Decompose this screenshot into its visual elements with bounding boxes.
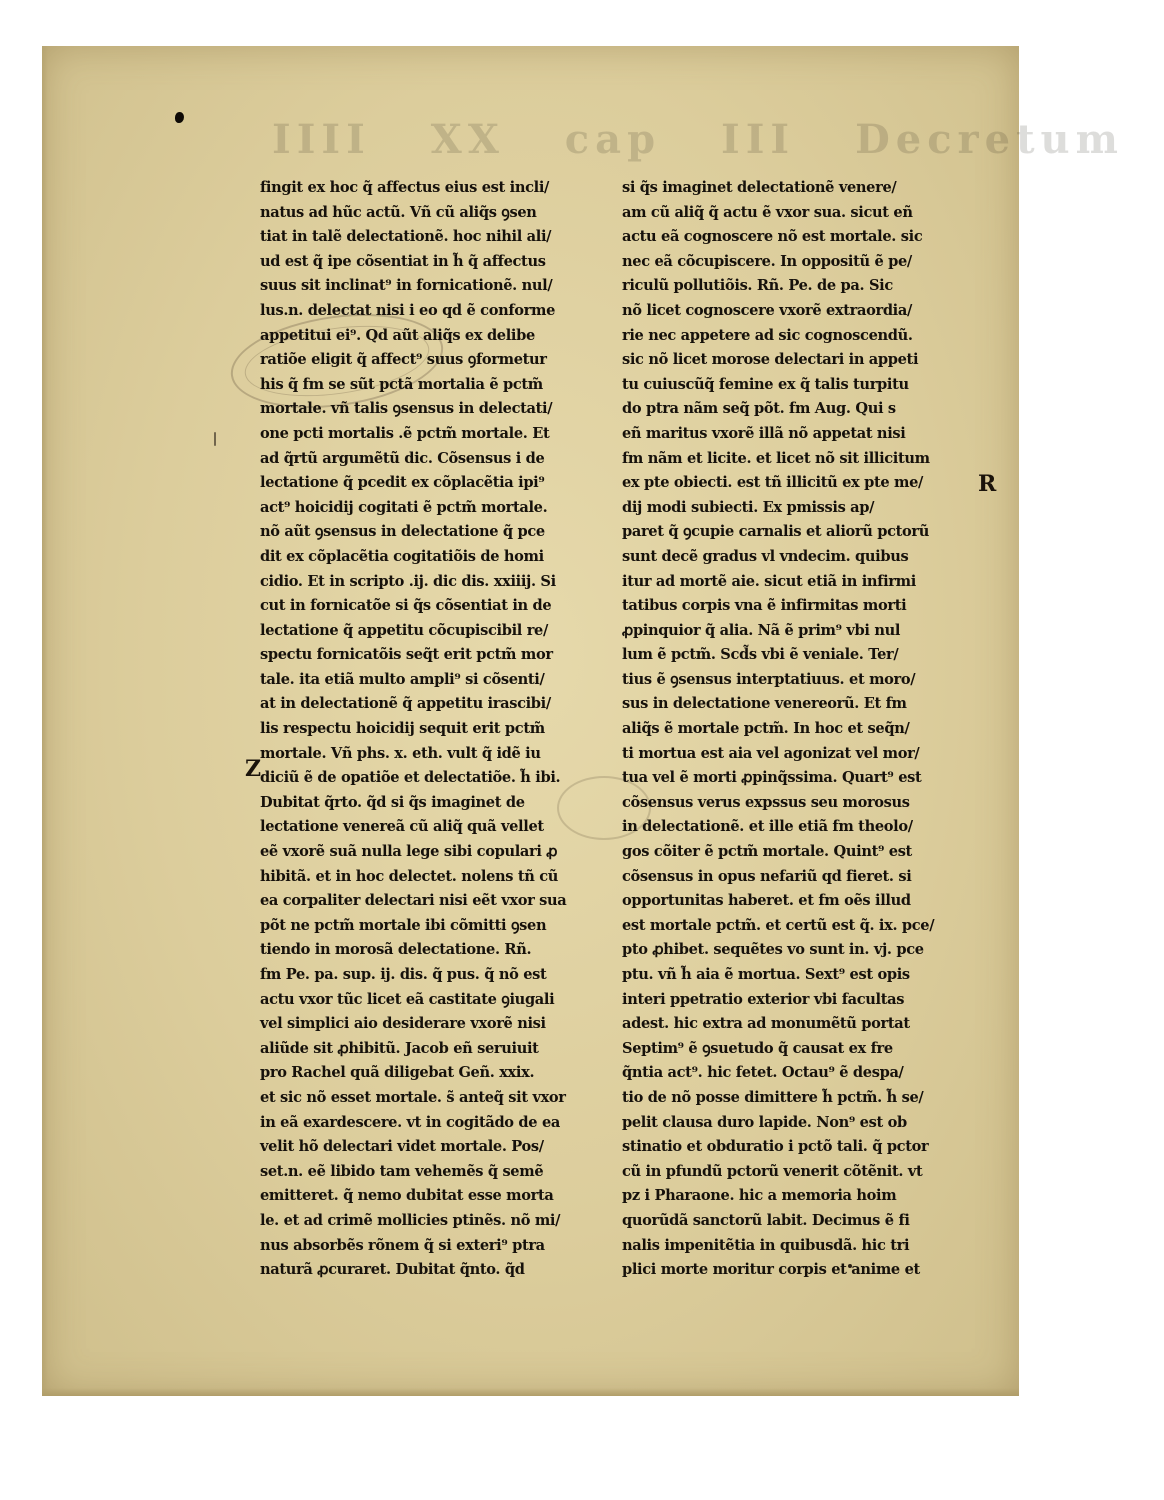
running-head-showthrough	[272, 116, 1124, 168]
text-line: fm nãm et licite. et licet nõ sit illicitum	[622, 449, 930, 467]
text-line: paret q̃ ꝯcupie carnalis et aliorũ pctorũ	[622, 523, 930, 541]
text-line: pelit clausa duro lapide. Non⁹ est ob	[622, 1113, 907, 1131]
text-line: cidio. Et in scripto .ij. dic dis. xxiiij. Si	[260, 572, 556, 590]
text-line: appetitui ei⁹. Qd aũt aliq̃s ex delibe	[260, 326, 535, 344]
text-line: q̃ntia act⁹. hic fetet. Octau⁹ ẽ despa/	[622, 1064, 904, 1082]
text-line: natus ad hũc actũ. Vñ cũ aliq̃s ꝯsen	[260, 203, 537, 221]
right-text-column	[622, 176, 967, 1283]
text-line: velit hõ delectari videt mortale. Pos/	[260, 1138, 544, 1156]
text-line: ea corpaliter delectari nisi eẽt vxor sua	[260, 892, 567, 910]
text-line: fingit ex hoc q̃ affectus eius est incli/	[260, 179, 550, 196]
text-line: hibitã. et in hoc delectet. nolens tñ cũ	[260, 867, 559, 885]
text-line: at in delectationẽ q̃ appetitu irascibi/	[260, 695, 551, 713]
running-head-word: III	[720, 116, 796, 163]
text-line: lectatione venereã cũ aliq̃ quã vellet	[260, 818, 544, 836]
text-line: naturã ꝓcuraret. Dubitat q̃nto. q̃d	[260, 1261, 525, 1279]
running-head-word: IIII	[272, 116, 371, 163]
text-line: nõ aũt ꝯsensus in delectatione q̃ pce	[260, 523, 545, 541]
text-line: mortale. vñ talis ꝯsensus in delectati/	[260, 400, 553, 418]
text-line: eñ maritus vxorẽ illã nõ appetat nisi	[622, 424, 906, 442]
running-head-word: XX	[430, 116, 505, 163]
text-line: ratiõe eligit q̃ affect⁹ suus ꝯformetur	[260, 351, 547, 369]
text-line: Septim⁹ ẽ ꝯsuetudo q̃ causat ex fre	[622, 1039, 893, 1057]
left-text-column	[260, 176, 605, 1283]
marginal-letter-right: R	[978, 471, 997, 497]
text-line: lis respectu hoicidij sequit erit pctm̃	[260, 720, 545, 738]
text-line: et sic nõ esset mortale. s̃ anteq̃ sit vxor	[260, 1088, 566, 1106]
text-line: am cũ aliq̃ q̃ actu ẽ vxor sua. sicut eñ	[622, 203, 913, 221]
text-line: eẽ vxorẽ suã nulla lege sibi copulari ꝓ	[260, 843, 558, 861]
text-line: tius ẽ ꝯsensus interptatiuus. et moro/	[622, 670, 916, 688]
text-line: aliq̃s ẽ mortale pctm̃. In hoc et seq̃n/	[622, 720, 910, 738]
text-line: mortale. Vñ phs. x. eth. vult q̃ idẽ iu	[260, 744, 541, 762]
text-line: his q̃ fm se sũt pctã mortalia ẽ pctm̃	[260, 375, 543, 393]
text-line: tiendo in morosã delectatione. Rñ.	[260, 941, 532, 959]
text-line: spectu fornicatõis seq̃t erit pctm̃ mor	[260, 646, 553, 664]
running-head-word: cap	[564, 116, 662, 163]
text-line: nus absorbẽs rõnem q̃ si exteri⁹ ptra	[260, 1236, 545, 1254]
text-line: act⁹ hoicidij cogitati ẽ pctm̃ mortale.	[260, 498, 548, 516]
text-line: ex pte obiecti. est tñ illicitũ ex pte me/	[622, 474, 924, 492]
margin-mark	[214, 432, 216, 446]
text-line: vel simplici aio desiderare vxorẽ nisi	[260, 1015, 546, 1033]
text-line: stinatio et obduratio i pctõ tali. q̃ pctor	[622, 1138, 929, 1156]
text-line: lectatione q̃ appetitu cõcupiscibil re/	[260, 621, 548, 639]
text-line: cõsensus in opus nefariũ qd fieret. si	[622, 867, 912, 885]
text-line: emitteret. q̃ nemo dubitat esse morta	[260, 1187, 554, 1205]
text-line: aliũde sit ꝓhibitũ. Jacob eñ seruiuit	[260, 1039, 539, 1057]
text-line: cut in fornicatõe si q̃s cõsentiat in de	[260, 597, 552, 615]
text-line: si q̃s imaginet delectationẽ venere/	[622, 179, 897, 196]
book-page	[42, 46, 1124, 1396]
text-line: pto ꝓhibet. sequẽtes vo sunt in. vj. pce	[622, 941, 924, 959]
text-line: tatibus corpis vna ẽ infirmitas morti	[622, 597, 907, 615]
text-line: plici morte moritur corpis et anime et	[622, 1261, 920, 1279]
text-line: pz i Pharaone. hic a memoria hoim	[622, 1187, 897, 1205]
text-line: est mortale pctm̃. et certũ est q̃. ix. pce/	[622, 916, 935, 934]
text-line: ti mortua est aia vel agonizat vel mor/	[622, 744, 920, 762]
text-line: pro Rachel quã diligebat Geñ. xxix.	[260, 1064, 535, 1082]
text-line: rie nec appetere ad sic cognoscendũ.	[622, 326, 913, 344]
text-line: ud est q̃ ipe cõsentiat in h̃ q̃ affectus	[260, 252, 546, 270]
text-line: le. et ad crimẽ mollicies ptinẽs. nõ mi/	[260, 1211, 561, 1229]
text-line: suus sit inclinat⁹ in fornicationẽ. nul/	[260, 277, 553, 295]
text-line: sic nõ licet morose delectari in appeti	[622, 351, 919, 369]
text-line: põt ne pctm̃ mortale ibi cõmitti ꝯsen	[260, 916, 547, 934]
text-line: ad q̃rtũ argumẽtũ dic. Cõsensus i de	[260, 449, 545, 467]
text-line: sus in delectatione venereorũ. Et fm	[622, 695, 907, 713]
text-line: do ptra nãm seq̃ põt. fm Aug. Qui s	[622, 400, 896, 418]
text-line: in delectationẽ. et ille etiã fm theolo/	[622, 818, 913, 836]
text-line: lus.n. delectat nisi i eo qd ẽ conforme	[260, 301, 556, 319]
page-bottom-edge	[42, 1388, 1019, 1396]
marginal-letter-left: Z	[245, 756, 262, 782]
text-line: lum ẽ pctm̃. Scd̃s vbi ẽ veniale. Ter/	[622, 646, 899, 664]
text-line: tiat in talẽ delectationẽ. hoc nihil ali/	[260, 228, 552, 246]
text-line: sunt decẽ gradus vl vndecim. quibus	[622, 547, 909, 565]
text-line: nalis impenitẽtia in quibusdã. hic tri	[622, 1236, 910, 1254]
text-line: one pcti mortalis .ẽ pctm̃ mortale. Et	[260, 424, 550, 442]
text-line: opportunitas haberet. et fm oẽs illud	[622, 892, 911, 910]
text-line: tio de nõ posse dimittere h̃ pctm̃. h̃ se/	[622, 1088, 924, 1106]
text-line: in eã exardescere. vt in cogitãdo de ea	[260, 1113, 560, 1131]
text-line: cõsensus verus expssus seu morosus	[622, 793, 910, 811]
text-line: dit ex cõplacẽtia cogitatiõis de homi	[260, 547, 544, 565]
text-line: lectatione q̃ pcedit ex cõplacẽtia ipi⁹	[260, 474, 545, 492]
ink-blot	[175, 112, 184, 123]
text-line: ptu. vñ h̃ aia ẽ mortua. Sext⁹ est opis	[622, 966, 910, 983]
text-line: actu vxor tũc licet eã castitate ꝯiugali	[260, 990, 555, 1008]
text-line: tale. ita etiã multo ampli⁹ si cõsenti/	[260, 670, 545, 688]
text-line: nõ licet cognoscere vxorẽ extraordia/	[622, 301, 912, 319]
running-head-word: Decretum	[855, 116, 1124, 163]
text-line: diciũ ẽ de opatiõe et delectatiõe. h̃ ibi.	[260, 769, 561, 787]
text-line: itur ad mortẽ aie. sicut etiã in infirmi	[622, 572, 916, 590]
text-line: adest. hic extra ad monumẽtũ portat	[622, 1015, 910, 1033]
text-line: set.n. eẽ libido tam vehemẽs q̃ semẽ	[260, 1162, 544, 1180]
text-line: fm Pe. pa. sup. ij. dis. q̃ pus. q̃ nõ est	[260, 966, 547, 983]
text-line: riculũ pollutiõis. Rñ. Pe. de pa. Sic	[622, 277, 893, 295]
text-line: actu eã cognoscere nõ est mortale. sic	[622, 228, 923, 246]
page-gutter-edge	[42, 46, 48, 1396]
text-line: dij modi subiecti. Ex pmissis ap/	[622, 498, 875, 516]
text-line: quorũdã sanctorũ labit. Decimus ẽ fi	[622, 1211, 910, 1229]
text-line: interi ppetratio exterior vbi facultas	[622, 990, 905, 1008]
text-line: tu cuiuscũq̃ femine ex q̃ talis turpitu	[622, 375, 909, 393]
text-line: cũ in pfundũ pctorũ venerit cõtẽnit. vt	[622, 1162, 923, 1180]
text-line: nec eã cõcupiscere. In oppositũ ẽ pe/	[622, 252, 912, 270]
text-line: gos cõiter ẽ pctm̃ mortale. Quint⁹ est	[622, 843, 912, 861]
text-line: tua vel ẽ morti ꝓpinq̃ssima. Quart⁹ est	[622, 769, 922, 787]
text-line: ꝓpinquior q̃ alia. Nã ẽ prim⁹ vbi nul	[622, 621, 901, 639]
text-line: Dubitat q̃rto. q̃d si q̃s imaginet de	[260, 793, 525, 811]
